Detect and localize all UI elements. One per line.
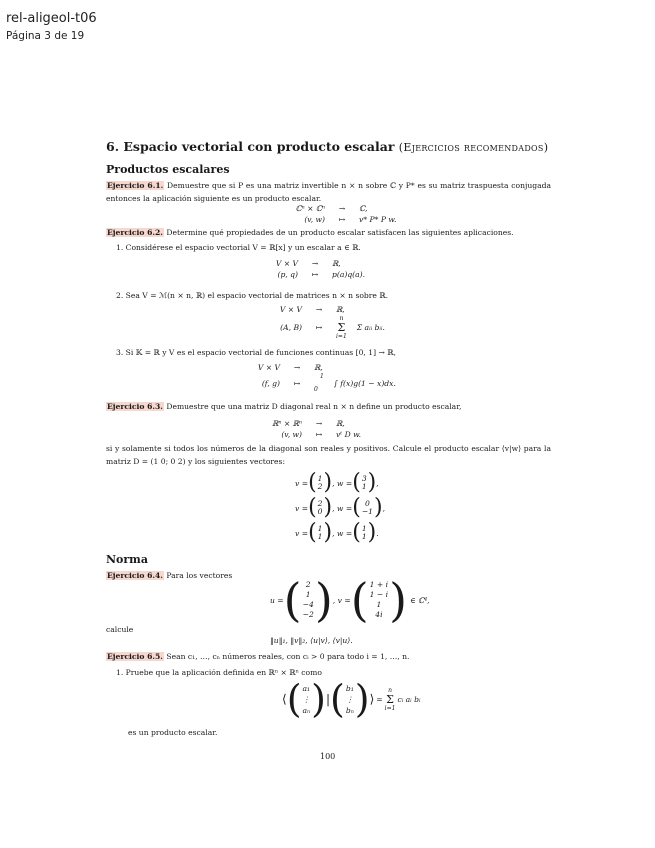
- vector-label: v =: [295, 478, 309, 488]
- vector-entry: 1: [361, 532, 367, 541]
- exercise-6-4-calc: calcule: [106, 625, 134, 634]
- exercise-6-2: [106, 227, 551, 240]
- math-term: V × V: [275, 259, 298, 268]
- formula-6-5: ⟨ ( a₁ ⋮ aₙ ) | ( b₁ ⋮ bₙ ) ⟩ = n Σ i=1 cᵢ aᵢ bᵢ: [282, 677, 421, 721]
- vector-entry: aₙ: [302, 705, 311, 715]
- math-arrow: →: [293, 363, 301, 372]
- vector-label: v =: [295, 503, 309, 513]
- exercise-text: Para los vectores: [166, 571, 233, 580]
- vector-entry: −4: [302, 600, 314, 609]
- vector-label: u =: [270, 595, 284, 605]
- exercise-6-3-text: si y solamente si todos los números de la diagonal son reales y positivos. Calcule el producto escalar ⟨v|w⟩ para la matriz D = (1 0; 0 2) y los siguientes vectores:: [106, 444, 551, 466]
- exercise-6-2-item-2: 2. Sea V = ℳ(n × n, ℝ) el espacio vectorial de matrices n × n sobre ℝ.: [116, 291, 389, 300]
- exercise-text: Determine qué propiedades de un producto escalar satisfacen las siguientes aplicaciones.: [166, 228, 514, 237]
- vector-entry: 0: [317, 507, 323, 516]
- math-term: v* P* P w.: [359, 215, 397, 224]
- section-title: [106, 139, 548, 154]
- sum-term: cᵢ aᵢ bᵢ: [397, 694, 421, 704]
- sum-icon: Σ: [337, 321, 346, 334]
- exercise-6-2-item-1: 1. Considérese el espacio vectorial V = ℝ[x] y un escalar a ∈ ℝ.: [116, 243, 361, 252]
- vector-entry: 1: [376, 600, 382, 609]
- vector-entry: 1: [317, 524, 323, 533]
- math-term: ℂ,: [359, 204, 368, 213]
- subsection-productos: Productos escalares: [106, 163, 230, 176]
- vector-entry: 1: [317, 532, 323, 541]
- section-title-text: 6. Espacio vectorial con producto escalar: [106, 139, 395, 154]
- exercise-6-1: [106, 180, 551, 205]
- exercise-label: Ejercicio 6.1.: [107, 181, 164, 190]
- sum-upper: n: [339, 315, 344, 322]
- math-arrow: →: [315, 305, 323, 314]
- map-6-2-2: [262, 304, 385, 340]
- exercise-6-3: [106, 401, 551, 414]
- vector-space: ∈ ℂ⁴,: [410, 595, 430, 605]
- vector-entry: 1: [361, 524, 367, 533]
- exercise-6-2-item-3: 3. Si 𝕂 = ℝ y V es el espacio vectorial de funciones continuas [0, 1] → ℝ,: [116, 348, 396, 357]
- vector-label: , w =: [332, 503, 353, 513]
- exercise-label: Ejercicio 6.4.: [107, 571, 163, 580]
- page-indicator: Página 3 de 19: [6, 30, 85, 42]
- vector-entry: 2: [317, 499, 323, 508]
- vector-pair-1: v = ( 1 2 ) , w = ( 3 1 ) ,: [295, 470, 379, 495]
- vector-entry: 1: [305, 590, 311, 599]
- math-arrow: ↦: [315, 323, 323, 332]
- vector-entry: ⋮: [302, 694, 311, 704]
- math-term: (p, q): [277, 270, 298, 279]
- math-term: ℝ,: [332, 259, 341, 268]
- integral-lower: 0: [314, 386, 318, 393]
- math-arrow: ↦: [293, 378, 301, 388]
- math-term: vᵗ D w.: [336, 430, 362, 439]
- section-note: (Ejercicios recomendados): [398, 141, 549, 154]
- math-term: ℂⁿ × ℂⁿ: [295, 204, 325, 213]
- integral-upper: 1: [320, 373, 324, 380]
- norms-6-4: ‖u‖₁, ‖v‖₂, ⟨u|v⟩, ⟨v|u⟩.: [270, 636, 353, 645]
- math-term: ℝ,: [314, 363, 323, 372]
- math-arrow: ↦: [338, 215, 346, 224]
- integral-limits: [314, 373, 324, 393]
- math-term: V × V: [279, 305, 302, 314]
- vector-pair-3: v = ( 1 1 ) , w = ( 1 1 ) .: [295, 520, 379, 545]
- exercise-6-5: [106, 651, 551, 664]
- math-term: (v, w): [281, 430, 302, 439]
- vector-pair-2: v = ( 2 0 ) , w = ( 0 −1 ) ,: [295, 495, 386, 520]
- exercise-text: Sean c₁, …, cₙ números reales, con cᵢ > 0 para todo i = 1, …, n.: [166, 652, 410, 661]
- math-term: V × V: [257, 363, 280, 372]
- math-term: ℝ,: [336, 305, 345, 314]
- map-6-2-1: [258, 258, 365, 280]
- exercise-6-5-tail: es un producto escalar.: [128, 728, 218, 737]
- math-term: (f, g): [261, 378, 280, 388]
- page-number: 100: [320, 752, 336, 761]
- map-6-1: [285, 203, 396, 225]
- vector-entry: 2: [317, 482, 323, 491]
- math-arrow: ↦: [311, 270, 319, 279]
- math-arrow: →: [311, 259, 319, 268]
- vector-entry: 4i: [375, 610, 383, 619]
- vector-entry: a₁: [302, 683, 311, 693]
- vector-entry: 2: [305, 580, 311, 589]
- vector-entry: ⋮: [346, 694, 354, 704]
- vector-entry: b₁: [345, 683, 354, 693]
- math-arrow: ↦: [315, 430, 323, 439]
- sum-icon: Σ: [386, 692, 394, 706]
- sum-limits: [336, 315, 347, 340]
- exercise-text: Demuestre que una matriz D diagonal real n × n define un producto escalar,: [166, 402, 462, 411]
- subsection-norma: Norma: [106, 553, 148, 566]
- math-term: ℝ,: [336, 419, 345, 428]
- exercise-label: Ejercicio 6.2.: [107, 228, 163, 237]
- vector-label: , v =: [332, 595, 351, 605]
- vector-entry: −1: [361, 507, 374, 516]
- vector-entry: −2: [302, 610, 314, 619]
- sum-limits: [385, 687, 396, 712]
- math-term: (A, B): [280, 323, 302, 332]
- exercise-label: Ejercicio 6.5.: [107, 652, 163, 661]
- exercise-6-5-item-1: 1. Pruebe que la aplicación definida en ℝⁿ × ℝⁿ como: [116, 668, 322, 677]
- sum-lower: i=1: [336, 333, 347, 340]
- vectors-6-4: u = ( 2 1 −4 −2 ) , v = ( 1 + i 1 − i 1 4i ) ∈ ℂ⁴,: [270, 573, 430, 627]
- math-term: Σ aᵢᵢ bᵢᵢ.: [356, 323, 385, 332]
- vector-entry: 0: [364, 499, 370, 508]
- vector-entry: 3: [361, 474, 367, 483]
- exercise-label: Ejercicio 6.3.: [107, 402, 163, 411]
- vector-entry: 1 − i: [369, 590, 389, 599]
- math-term: ℝⁿ × ℝⁿ: [272, 419, 302, 428]
- vector-label: , w =: [332, 528, 353, 538]
- vector-entry: 1 + i: [369, 580, 389, 589]
- sum-lower: i=1: [384, 704, 396, 712]
- math-term: ∫ f(x)g(1 − x)dx.: [333, 378, 396, 388]
- map-6-2-3: [240, 362, 396, 393]
- vector-entry: 1: [317, 474, 323, 483]
- math-arrow: →: [315, 419, 323, 428]
- document-title: rel-aligeol-t06: [6, 11, 97, 26]
- exercise-text: Demuestre que si P es una matriz invertible n × n sobre ℂ y P* es su matriz traspuesta conjugada entonces la aplicación siguiente es un producto escalar.: [106, 181, 551, 203]
- sum-upper: n: [388, 686, 392, 694]
- vector-entry: 1: [361, 482, 367, 491]
- vector-entry: bₙ: [345, 705, 354, 715]
- math-term: p(a)q(a).: [332, 270, 366, 279]
- math-arrow: →: [338, 204, 346, 213]
- math-term: (v, w): [304, 215, 325, 224]
- map-6-3: [262, 418, 361, 440]
- vector-label: v =: [295, 528, 309, 538]
- vector-label: , w =: [332, 478, 353, 488]
